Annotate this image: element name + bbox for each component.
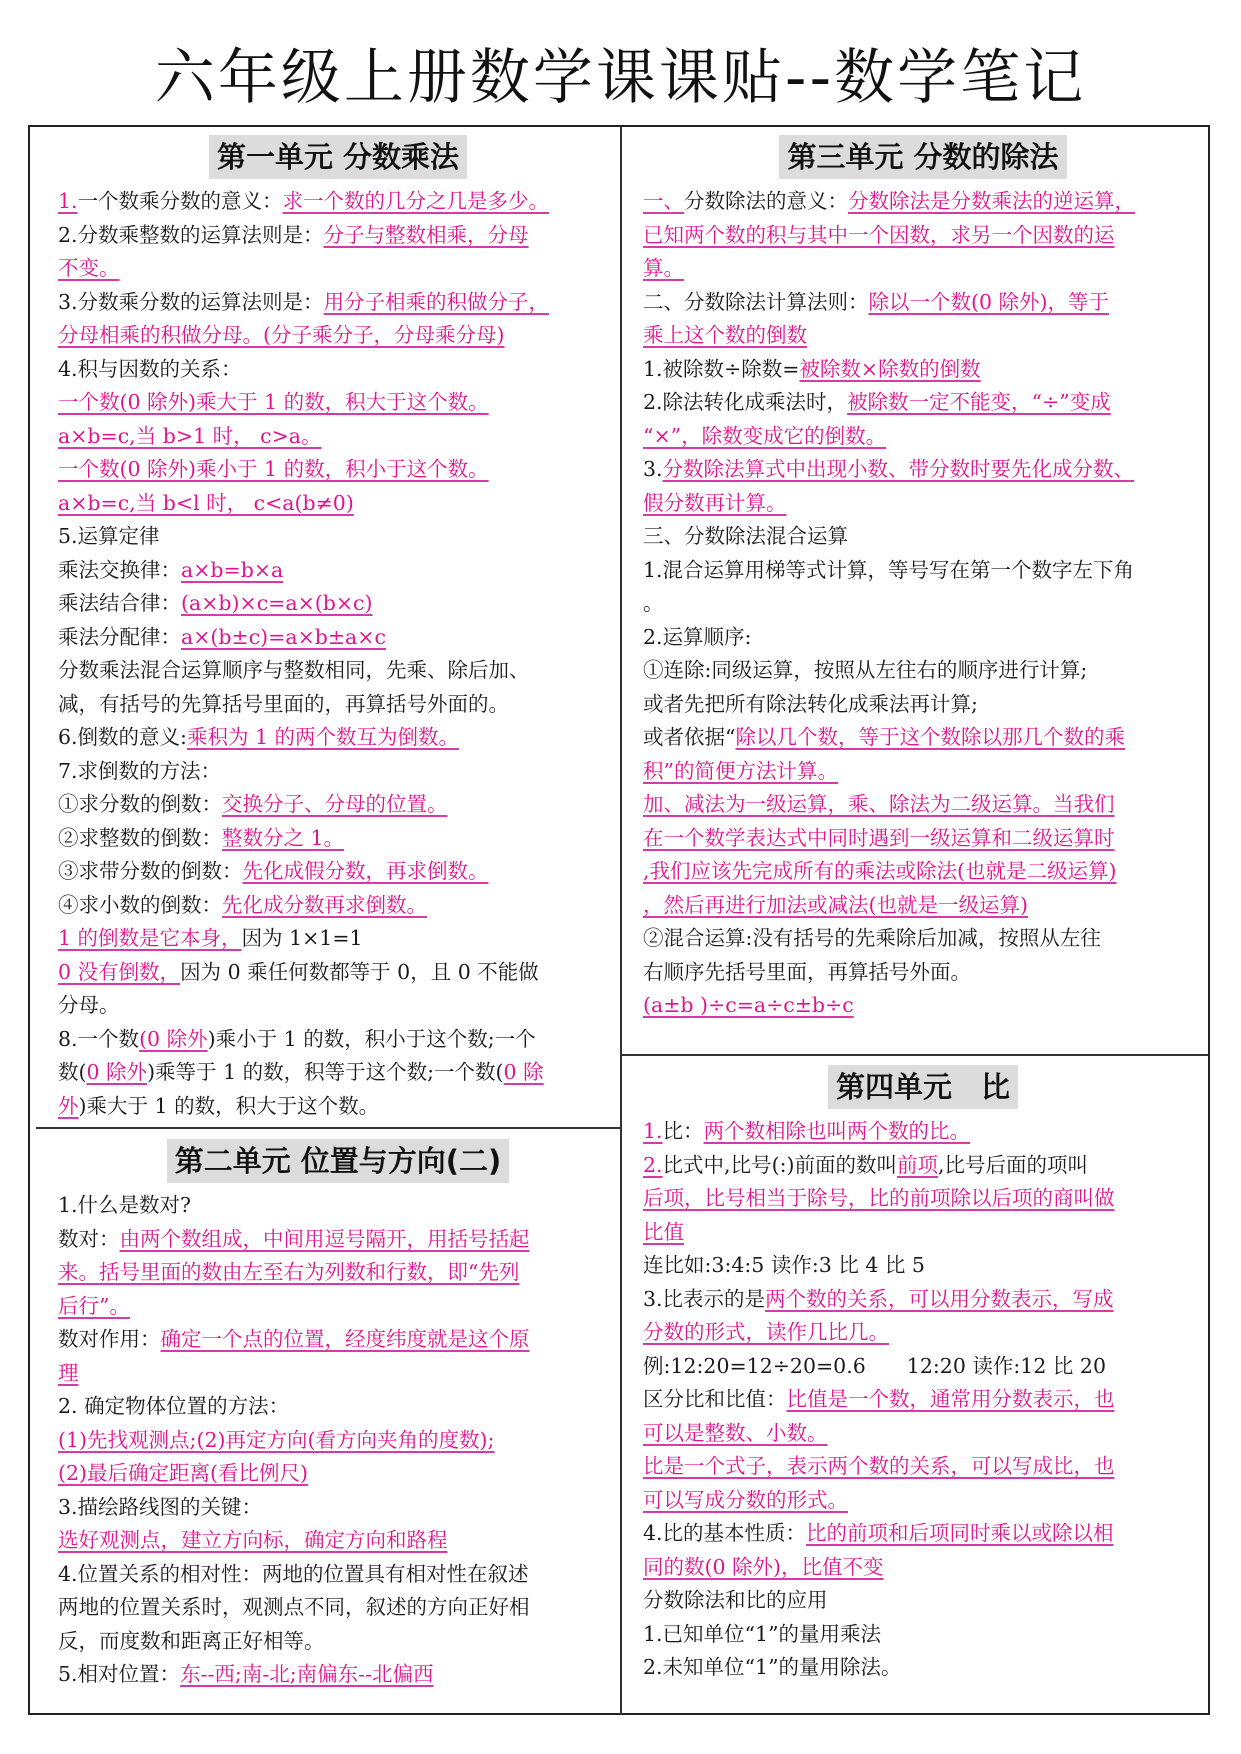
section-title: 第三单元 分数的除法 xyxy=(779,135,1066,179)
highlighted-text: (2)最后确定距离(看比例尺) xyxy=(58,1461,309,1485)
note-text: 4.比的基本性质： xyxy=(643,1521,807,1545)
note-text: ②求整数的倒数： xyxy=(58,825,222,850)
unit-3-section xyxy=(643,135,1203,1023)
unit-1-section xyxy=(58,135,618,1123)
note-line xyxy=(58,453,618,487)
highlighted-text: 乘上这个数的倒数 xyxy=(643,323,807,347)
highlighted-text: 两个数相除也叫两个数的比。 xyxy=(703,1119,971,1143)
highlighted-text: 已知两个数的积与其中一个因数，求另一个因数的运 xyxy=(643,222,1115,247)
section-heading xyxy=(643,1065,1203,1109)
highlighted-text: 0 没有倒数， xyxy=(58,959,181,984)
section-title: 第二单元 位置与方向(二) xyxy=(167,1139,510,1183)
highlighted-text: 东--西;南-北;南偏东--北偏西 xyxy=(180,1662,434,1686)
note-line xyxy=(643,252,1203,286)
section-heading xyxy=(643,135,1203,179)
note-line xyxy=(58,520,618,554)
note-text: )乘大于 1 的数，积大于这个数。 xyxy=(78,1093,380,1118)
section-heading xyxy=(58,135,618,179)
note-text: 比： xyxy=(662,1119,704,1143)
note-line xyxy=(58,185,618,219)
note-line xyxy=(643,185,1203,219)
highlighted-text: 由两个数组成，中间用逗号隔开，用括号括起 xyxy=(119,1226,530,1251)
highlighted-text: 1. xyxy=(643,1119,663,1143)
highlighted-text: 可以写成分数的形式。 xyxy=(643,1487,848,1512)
note-line xyxy=(58,889,618,923)
note-text: 乘法结合律： xyxy=(58,591,181,615)
note-text: ①求分数的倒数： xyxy=(58,792,222,816)
note-line xyxy=(58,353,618,387)
note-text: 三、分数除法混合运算 xyxy=(643,524,848,548)
highlighted-text: 分数除法算式中出现小数、带分数时要先化成分数、 xyxy=(662,457,1135,481)
note-line xyxy=(643,1517,1203,1551)
note-line xyxy=(643,1584,1203,1618)
note-text: 1.混合运算用梯等式计算，等号写在第一个数字左下角 xyxy=(643,557,1135,582)
note-line xyxy=(58,420,618,454)
highlighted-text: 求一个数的几分之几是多少。 xyxy=(282,189,550,213)
highlighted-text: 先化成分数再求倒数。 xyxy=(222,892,427,917)
document-title: 六年级上册数学课课贴--数学笔记 xyxy=(154,43,1087,113)
note-text: 两地的位置关系时，观测点不同，叙述的方向正好相 xyxy=(58,1595,530,1619)
highlighted-text: 分数的形式，读作几比几。 xyxy=(643,1320,889,1344)
note-line xyxy=(58,621,618,655)
highlighted-text: 后行”。 xyxy=(58,1293,130,1318)
note-line xyxy=(643,219,1203,253)
note-line xyxy=(58,1056,618,1090)
highlighted-text: 分母相乘的积做分母。(分子乘分子，分母乘分母) xyxy=(58,323,505,347)
note-text: 或者依据“ xyxy=(643,725,736,749)
note-line xyxy=(643,1283,1203,1317)
highlighted-text: 确定一个点的位置，经度纬度就是这个原 xyxy=(160,1327,530,1351)
highlighted-text: 1. xyxy=(58,189,78,213)
note-text: 右顺序先括号里面，再算括号外面。 xyxy=(643,959,971,984)
note-line xyxy=(58,1591,618,1625)
note-line xyxy=(643,554,1203,588)
note-line xyxy=(58,1323,618,1357)
note-line xyxy=(643,788,1203,822)
note-line xyxy=(58,386,618,420)
note-text: 或者先把所有除法转化成乘法再计算; xyxy=(643,691,978,716)
note-text: 4.位置关系的相对性：两地的位置具有相对性在叙述 xyxy=(58,1561,529,1586)
highlighted-text: 0 除外 xyxy=(86,1060,148,1084)
note-text: 。 xyxy=(643,591,664,615)
note-line xyxy=(58,822,618,856)
highlighted-text: 一个数(0 除外)乘小于 1 的数，积小于这个数。 xyxy=(58,457,489,481)
highlighted-text: 除以几个数，等于这个数除以那几个数的乘 xyxy=(735,725,1125,749)
highlighted-text: 一、 xyxy=(643,189,684,213)
note-line xyxy=(643,587,1203,621)
note-line xyxy=(643,688,1203,722)
note-line xyxy=(58,1625,618,1659)
note-text: 因为 0 乘任何数都等于 0，且 0 不能做 xyxy=(180,959,539,984)
note-line xyxy=(643,353,1203,387)
note-line xyxy=(643,1618,1203,1652)
note-text: 5.运算定律 xyxy=(58,524,160,548)
note-line xyxy=(643,1417,1203,1451)
note-line xyxy=(643,755,1203,789)
note-text: 8.一个数 xyxy=(58,1026,140,1051)
note-line xyxy=(643,1383,1203,1417)
highlighted-text: 分数除法是分数乘法的逆运算， xyxy=(848,189,1135,213)
note-line xyxy=(58,1390,618,1424)
highlighted-text: 选好观测点，建立方向标，确定方向和路程 xyxy=(58,1528,448,1552)
note-line xyxy=(643,1316,1203,1350)
highlighted-text: 外 xyxy=(58,1093,79,1118)
highlighted-text: a×b=c,当 b>1 时， c>a。 xyxy=(58,423,322,448)
note-line xyxy=(643,922,1203,956)
highlighted-text: 交换分子、分母的位置。 xyxy=(222,792,448,816)
highlighted-text: 比值 xyxy=(643,1219,684,1244)
section-heading xyxy=(58,1139,618,1183)
note-line xyxy=(58,487,618,521)
note-line xyxy=(58,587,618,621)
highlighted-text: ,我们应该先完成所有的乘法或除法(也就是二级运算) xyxy=(643,859,1117,883)
note-line xyxy=(643,1182,1203,1216)
note-text: 2.运算顺序: xyxy=(643,624,752,649)
note-line xyxy=(58,1524,618,1558)
note-text: ①连除:同级运算，按照从左往右的顺序进行计算; xyxy=(643,658,1088,682)
note-line xyxy=(58,1558,618,1592)
highlighted-text: ，然后再进行加法或减法(也就是一级运算) xyxy=(643,892,1028,917)
note-line xyxy=(643,286,1203,320)
note-line xyxy=(643,654,1203,688)
note-line xyxy=(58,1023,618,1057)
note-line xyxy=(58,1457,618,1491)
note-line xyxy=(58,1357,618,1391)
note-text: 乘法分配律： xyxy=(58,624,181,649)
note-line xyxy=(643,420,1203,454)
note-text: 3.分数乘分数的运算法则是： xyxy=(58,289,324,314)
section-title: 第四单元 比 xyxy=(828,1065,1018,1109)
highlighted-text: 加、减法为一级运算，乘、除法为二级运算。当我们 xyxy=(643,792,1115,816)
note-text: 二、分数除法计算法则： xyxy=(643,289,869,314)
note-text: 比式中,比号(:)前面的数叫 xyxy=(662,1152,897,1177)
highlighted-text: (a±b )÷c=a÷c±b÷c xyxy=(643,993,854,1017)
highlighted-text: 先化成假分数，再求倒数。 xyxy=(242,859,489,883)
unit1-bottom-rule xyxy=(36,1127,620,1129)
note-line xyxy=(643,822,1203,856)
note-text: 乘法交换律： xyxy=(58,557,181,582)
highlighted-text: 后项，比号相当于除号，比的前项除以后项的商叫做 xyxy=(643,1186,1115,1210)
highlighted-text: a×b=c,当 b<l 时， c<a(b≠0) xyxy=(58,490,354,515)
note-text: 6.倒数的意义: xyxy=(58,725,187,749)
note-line xyxy=(58,1256,618,1290)
note-line xyxy=(58,554,618,588)
note-line xyxy=(58,252,618,286)
highlighted-text: 1 的倒数是它本身， xyxy=(58,926,242,950)
note-line xyxy=(58,1658,618,1692)
unit-4-section xyxy=(643,1065,1203,1685)
note-text: 2.未知单位“1”的量用除法。 xyxy=(643,1655,902,1679)
note-line xyxy=(643,453,1203,487)
note-text: 数对： xyxy=(58,1226,120,1251)
note-text: 连比如:3:4:5 读作:3 比 4 比 5 xyxy=(643,1253,925,1277)
note-text: 数对作用： xyxy=(58,1327,161,1351)
highlighted-text: 同的数(0 除外)，比值不变 xyxy=(643,1554,884,1579)
note-text: 5.相对位置： xyxy=(58,1662,181,1686)
highlighted-text: a×b=b×a xyxy=(181,557,284,582)
note-line xyxy=(58,219,618,253)
note-line xyxy=(643,1115,1203,1149)
note-line xyxy=(58,286,618,320)
note-line xyxy=(58,788,618,822)
highlighted-text: 分子与整数相乘，分母 xyxy=(323,222,529,247)
highlighted-text: 比的前项和后项同时乘以或除以相 xyxy=(806,1521,1114,1545)
note-line xyxy=(58,1290,618,1324)
note-text: 3.描绘路线图的关键： xyxy=(58,1494,263,1519)
note-text: 分母。 xyxy=(58,993,120,1017)
note-line xyxy=(643,1216,1203,1250)
note-text: ,比号后面的项叫 xyxy=(937,1152,1089,1177)
note-text: 2.除法转化成乘法时， xyxy=(643,390,848,414)
note-line xyxy=(643,1249,1203,1283)
note-line xyxy=(58,1090,618,1124)
highlighted-text: 用分子相乘的积做分子， xyxy=(323,289,550,314)
unit3-bottom-rule xyxy=(622,1054,1208,1056)
note-line xyxy=(643,1149,1203,1183)
note-line xyxy=(58,989,618,1023)
highlighted-text: a×(b±c)=a×b±a×c xyxy=(181,624,386,649)
note-line xyxy=(643,386,1203,420)
note-line xyxy=(58,1189,618,1223)
note-line xyxy=(643,956,1203,990)
note-text: 区分比和比值： xyxy=(643,1387,787,1411)
note-text: 3. xyxy=(643,457,663,481)
note-line xyxy=(58,922,618,956)
highlighted-text: 算。 xyxy=(643,256,684,280)
note-text: 1.什么是数对? xyxy=(58,1193,192,1217)
note-line xyxy=(643,1484,1203,1518)
note-text: 3.比表示的是 xyxy=(643,1286,766,1311)
note-text: 2. 确定物体位置的方法： xyxy=(58,1394,290,1418)
note-text: 分数除法的意义： xyxy=(684,189,848,213)
note-text: 4.积与因数的关系： xyxy=(58,356,242,381)
note-text: 例:12:20=12÷20=0.6 12:20 读作:12 比 20 xyxy=(643,1353,1106,1378)
note-text: 一个数乘分数的意义： xyxy=(77,189,283,213)
note-line xyxy=(643,520,1203,554)
highlighted-text: “×”，除数变成它的倒数。 xyxy=(643,423,887,448)
note-line xyxy=(643,989,1203,1023)
note-line xyxy=(643,1450,1203,1484)
note-text: 分数乘法混合运算顺序与整数相同，先乘、除后加、 xyxy=(58,658,530,682)
note-text: 数( xyxy=(58,1060,87,1084)
note-text: 分数除法和比的应用 xyxy=(643,1588,828,1612)
note-line xyxy=(643,889,1203,923)
note-line xyxy=(643,855,1203,889)
highlighted-text: 来。括号里面的数由左至右为列数和行数，即“先列 xyxy=(58,1260,520,1284)
highlighted-text: 比值是一个数，通常用分数表示，也 xyxy=(786,1387,1115,1411)
unit-2-section xyxy=(58,1139,618,1692)
note-line xyxy=(643,721,1203,755)
note-text: 减，有括号的先算括号里面的，再算括号外面的。 xyxy=(58,691,509,716)
highlighted-text: 被除数×除数的倒数 xyxy=(799,356,981,381)
highlighted-text: 在一个数学表达式中同时遇到一级运算和二级运算时 xyxy=(643,825,1115,850)
highlighted-text: 一个数(0 除外)乘大于 1 的数，积大于这个数。 xyxy=(58,390,489,414)
note-line xyxy=(58,721,618,755)
note-text: ②混合运算:没有括号的先乘除后加减，按照从左往 xyxy=(643,926,1101,950)
notes-frame xyxy=(28,125,1210,1715)
note-line xyxy=(643,1350,1203,1384)
highlighted-text: 积”的简便方法计算。 xyxy=(643,758,838,783)
highlighted-text: 两个数的关系，可以用分数表示，写成 xyxy=(765,1286,1114,1311)
highlighted-text: (0 除外 xyxy=(139,1026,208,1051)
highlighted-text: 不变。 xyxy=(58,256,120,280)
note-line xyxy=(58,654,618,688)
note-text: 2.分数乘整数的运算法则是： xyxy=(58,222,324,247)
note-line xyxy=(58,1223,618,1257)
note-text: 7.求倒数的方法： xyxy=(58,758,222,783)
note-text: 1.已知单位“1”的量用乘法 xyxy=(643,1621,882,1646)
highlighted-text: 假分数再计算。 xyxy=(643,490,787,515)
note-text: 反，而度数和距离正好相等。 xyxy=(58,1628,325,1653)
note-text: 因为 1×1=1 xyxy=(241,926,363,950)
note-text: )乘等于 1 的数，积等于这个数;一个数( xyxy=(147,1060,504,1084)
note-line xyxy=(643,319,1203,353)
highlighted-text: 比是一个式子，表示两个数的关系，可以写成比，也 xyxy=(643,1454,1115,1478)
note-line xyxy=(58,1491,618,1525)
highlighted-text: 可以是整数、小数。 xyxy=(643,1420,828,1445)
highlighted-text: (1)先找观测点;(2)再定方向(看方向夹角的度数); xyxy=(58,1427,495,1452)
note-line xyxy=(643,487,1203,521)
note-line xyxy=(643,1551,1203,1585)
note-line xyxy=(58,319,618,353)
note-text: ③求带分数的倒数： xyxy=(58,859,243,883)
note-line xyxy=(58,755,618,789)
section-title: 第一单元 分数乘法 xyxy=(209,135,467,179)
highlighted-text: 整数分之 1。 xyxy=(222,825,345,850)
note-text: ④求小数的倒数： xyxy=(58,892,222,917)
highlighted-text: 0 除 xyxy=(503,1060,544,1084)
highlighted-text: (a×b)×c=a×(b×c) xyxy=(181,591,373,615)
highlighted-text: 除以一个数(0 除外)，等于 xyxy=(868,289,1110,314)
note-text: )乘小于 1 的数，积小于这个数;一个 xyxy=(207,1026,536,1051)
note-line xyxy=(58,688,618,722)
note-text: 1.被除数÷除数= xyxy=(643,356,800,381)
highlighted-text: 被除数一定不能变，“÷”变成 xyxy=(847,390,1111,414)
note-line xyxy=(58,1424,618,1458)
note-line xyxy=(58,956,618,990)
highlighted-text: 2. xyxy=(643,1152,663,1177)
note-line xyxy=(643,621,1203,655)
note-line xyxy=(643,1651,1203,1685)
note-line xyxy=(58,855,618,889)
column-divider xyxy=(620,127,622,1715)
highlighted-text: 前项 xyxy=(896,1152,938,1177)
highlighted-text: 理 xyxy=(58,1360,79,1385)
highlighted-text: 乘积为 1 的两个数互为倒数。 xyxy=(186,725,460,749)
